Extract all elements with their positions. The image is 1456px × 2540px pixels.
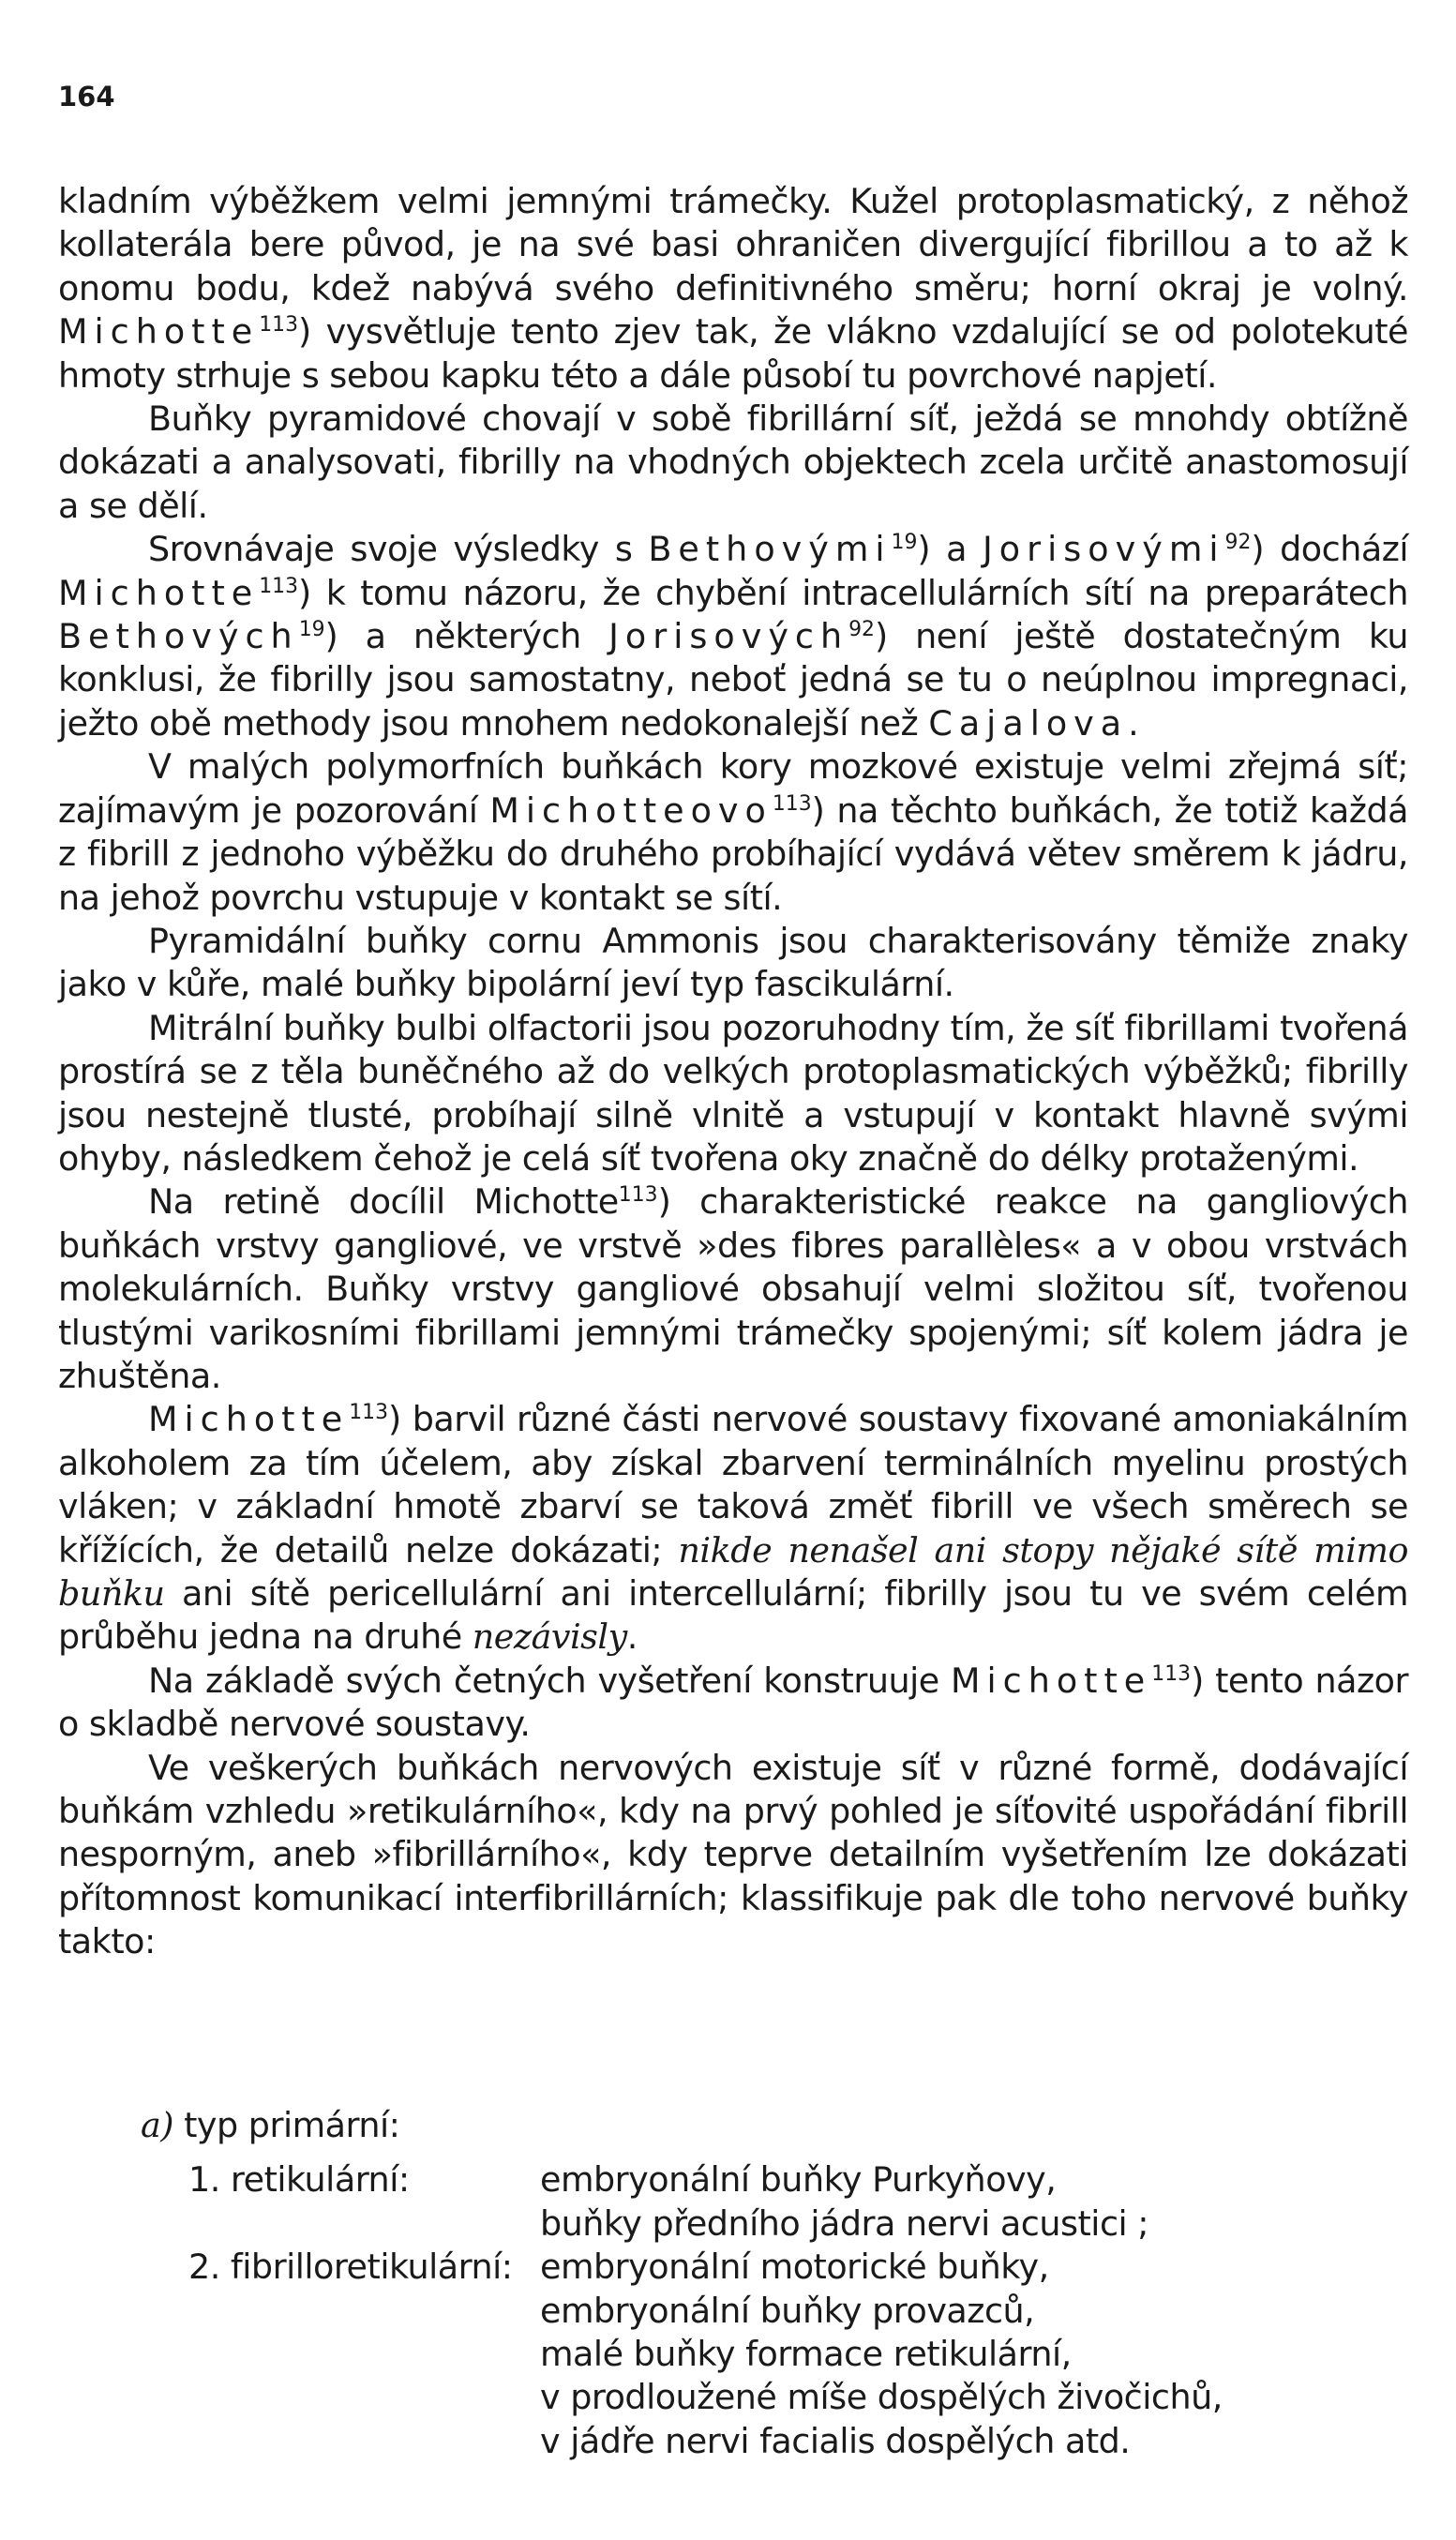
- reference-number: 92: [848, 617, 875, 641]
- text-span: ) dochází: [1251, 529, 1409, 570]
- emphasis-text: nikde nenašel ani stopy nějaké sítě mimo buňku: [58, 1529, 1408, 1614]
- list-item: embryonální motorické buňky,: [540, 2247, 1049, 2288]
- text-span: ) k tomu názoru, že chybění intracellulárních sítí na preparátech: [298, 572, 1408, 613]
- author-name: Cajalova: [928, 702, 1129, 744]
- text-span: ) vysvětluje tento zjev tak, že vlákno vzdalující se od polotekuté hmoty strhuje s sebou kapku této a dále působí tu povrchové napjetí.: [58, 311, 1408, 396]
- list-item: malé buňky formace retikulární,: [540, 2334, 1072, 2375]
- reference-number: 19: [891, 531, 918, 555]
- classification-items: [540, 2246, 1408, 2463]
- text-span: Buňky pyramidové chovají v sobě fibrillární síť, ježdá se mnohdy obtížně dokázati a analysovati, fibrilly na vhodných objektech zcela určitě anastomosují a se dělí.: [58, 398, 1408, 526]
- reference-number: 113: [349, 1401, 389, 1425]
- reference-number: 113: [259, 574, 299, 598]
- text-span: Pyramidální buňky cornu Ammonis jsou charakterisovány těmiže znaky jako v kůře, malé buňky bipolární jeví typ fascikulární.: [58, 920, 1408, 1005]
- list-item: embryonální buňky provazců,: [540, 2290, 1035, 2331]
- list-marker: a): [141, 2105, 174, 2145]
- paragraph-2: [58, 398, 1408, 528]
- reference-number: 113: [772, 791, 812, 816]
- text-span: ) tento názor o skladbě nervové soustavy.: [58, 1660, 1408, 1745]
- paragraph-1: [58, 180, 1408, 398]
- classification-row: [58, 2158, 1408, 2246]
- reference-number: 113: [259, 313, 299, 338]
- author-name: Bethovými: [648, 529, 892, 570]
- text-span: V malých polymorfních buňkách kory mozkové existuje velmi zřejmá síť; zajímavým je pozorování: [58, 746, 1408, 831]
- reference-number: 19: [298, 617, 325, 641]
- list-item: embryonální buňky Purkyňovy,: [540, 2159, 1057, 2201]
- classification-label: 2. fibrilloretikulární:: [188, 2247, 513, 2288]
- text-span: ) není ještě dostatečným ku konklusi, že fibrilly jsou samostatny, neboť jedná se tu o neúplnou impregnaci, ježto obě methody jsou mnohem nedokonalejší než: [58, 616, 1408, 744]
- paragraph-4: [58, 745, 1408, 920]
- paragraph-7: [58, 1180, 1408, 1398]
- author-name: Michotteovo: [489, 789, 773, 831]
- list-item: v prodloužené míše dospělých živočichů,: [540, 2377, 1223, 2418]
- author-name: Jorisovými: [983, 529, 1225, 570]
- reference-number: 113: [1151, 1661, 1192, 1686]
- text-span: Na základě svých četných vyšetření konstruuje: [148, 1660, 952, 1701]
- author-name: Michotte: [951, 1660, 1152, 1701]
- classification-label: 1. retikulární:: [188, 2159, 410, 2201]
- classification-row: [58, 2246, 1408, 2463]
- emphasis-text: nezávisly: [472, 1616, 627, 1658]
- text-span: ) barvil různé části nervové soustavy fixované amoniakálním alkoholem za tím účelem, aby získal zbarvení terminálních myelinu prostých vláken; v základní hmotě zbarví se taková změť fibrill ve všech směrech se křížících, že detailů nelze dokázati;: [58, 1399, 1408, 1571]
- reference-number: 92: [1224, 531, 1252, 555]
- paragraph-3: [58, 528, 1408, 745]
- text-span: ani sítě pericellulární ani intercellulární; fibrilly jsou tu ve svém celém průběhu jedna na druhé: [58, 1573, 1408, 1658]
- author-name: Jorisových: [608, 616, 849, 657]
- author-name: Michotte: [58, 311, 260, 353]
- text-span: .: [626, 1616, 638, 1658]
- classification-list: [58, 2104, 1408, 2463]
- body-text: [58, 180, 1408, 1964]
- text-span: ) charakteristické reakce na gangliových buňkách vrstvy gangliové, ve vrstvě »des fibres parallèles« a v obou vrstvách molekulárních. Buňky vrstvy gangliové obsahují velmi složitou síť, tvořenou tlustými varikosními fibrillami jemnými trámečky spojenými; síť kolem jádra je zhuštěna.: [58, 1181, 1409, 1396]
- text-span: ) a některých: [324, 616, 609, 657]
- paragraph-5: [58, 920, 1408, 1007]
- text-span: ) a: [917, 529, 983, 570]
- author-name: Michotte: [148, 1399, 350, 1440]
- paragraph-8: [58, 1398, 1408, 1659]
- list-item: v jádře nervi facialis dospělých atd.: [540, 2420, 1131, 2461]
- paragraph-10: [58, 1747, 1408, 1964]
- author-name: Michotte: [473, 1181, 619, 1223]
- text-span: Ve veškerých buňkách nervových existuje síť v různé formě, dodávající buňkám vzhledu »retikulárního«, kdy na prvý pohled je síťovité uspořádání fibrill nesporným, aneb »fibrillárního«, kdy teprve detailním vyšetřením lze dokázati přítomnost komunikací interfibrillárních; klassifikuje pak dle toho nervové buňky takto:: [58, 1747, 1408, 1962]
- author-name: Michotte: [58, 572, 260, 613]
- paragraph-6: [58, 1007, 1408, 1181]
- classification-items: [540, 2158, 1408, 2246]
- classification-title: typ primární:: [173, 2105, 400, 2145]
- classification-heading: [58, 2104, 1408, 2147]
- page-number: 164: [58, 81, 115, 113]
- text-span: kladním výběžkem velmi jemnými trámečky. Kužel protoplasmatický, z něhož kollaterála bere původ, je na své basi ohraničen divergující fibrillou a to až k onomu bodu, kdež nabývá svého definitivného směru; horní okraj je volný.: [58, 181, 1408, 308]
- paragraph-9: [58, 1660, 1408, 1747]
- text-span: Srovnávaje svoje výsledky s: [148, 529, 649, 570]
- reference-number: 113: [618, 1183, 658, 1208]
- text-span: Mitrální buňky bulbi olfactorii jsou pozoruhodny tím, že síť fibrillami tvořená prostírá se z těla buněčného až do velkých protoplasmatických výběžků; fibrilly jsou nestejně tlusté, probíhají silně vlnitě a vstupují v kontakt hlavně svými ohyby, následkem čehož je celá síť tvořena oky značně do délky protaženými.: [58, 1007, 1408, 1179]
- text-span: .: [1128, 702, 1139, 744]
- text-span: ) na těchto buňkách, že totiž každá z fibrill z jednoho výběžku do druhého probíhající vydává větev směrem k jádru, na jehož povrchu vstupuje v kontakt se sítí.: [58, 789, 1408, 918]
- author-name: Bethových: [58, 616, 299, 657]
- list-item: buňky předního jádra nervi acustici ;: [540, 2202, 1149, 2244]
- text-span: Na retině docílil: [148, 1181, 474, 1223]
